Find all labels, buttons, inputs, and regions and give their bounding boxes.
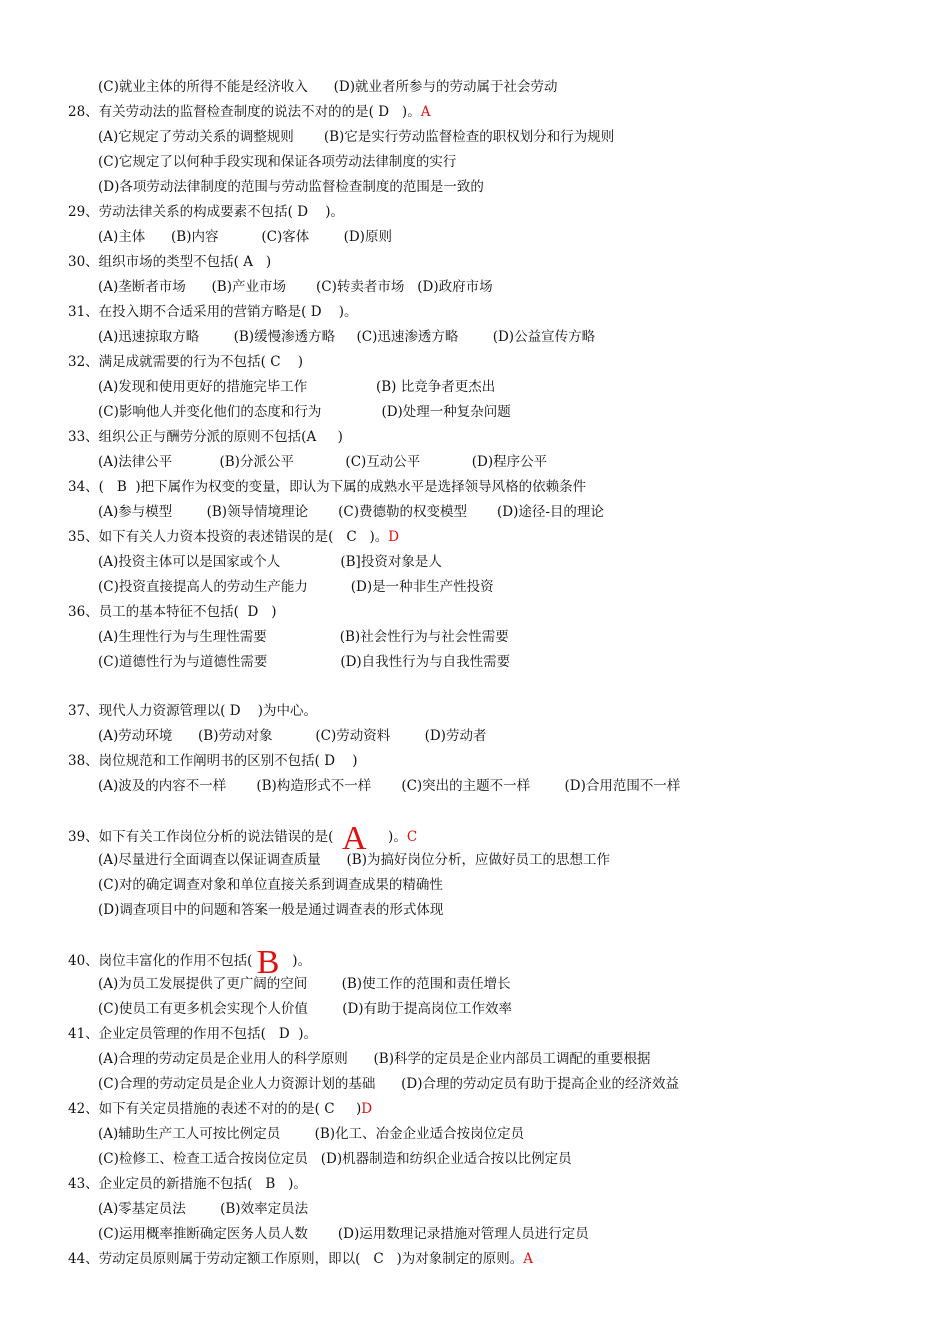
option-line <box>98 876 443 894</box>
text-segment: 39、如下有关工作岗位分析的说法错误的是( <box>68 829 343 845</box>
option-line <box>98 78 557 96</box>
text-segment: (A)投资主体可以是国家或个人 (B]投资对象是人 <box>98 554 442 570</box>
question-line <box>68 702 317 720</box>
text-segment: 29、劳动法律关系的构成要素不包括( D )。 <box>68 204 344 220</box>
text-segment: (A)参与模型 (B)领导情境理论 (C)费德勒的权变模型 (D)途径-目的理论 <box>98 504 604 520</box>
text-segment: (A)为员工发展提供了更广阔的空间 (B)使工作的范围和责任增长 <box>98 976 511 992</box>
text-segment: (A)它规定了劳动关系的调整规则 (B)它是实行劳动监督检查的职权划分和行为规则 <box>98 129 615 145</box>
text-segment: 33、组织公正与酬劳分派的原则不包括(A ) <box>68 429 343 445</box>
text-segment: (A)零基定员法 (B)效率定员法 <box>98 1201 309 1217</box>
option-line <box>98 1125 524 1143</box>
text-segment: (C)合理的劳动定员是企业人力资源计划的基础 (D)合理的劳动定员有助于提高企业的经济效益 <box>98 1076 679 1092</box>
option-line <box>98 178 484 196</box>
option-line <box>98 578 494 596</box>
option-line <box>98 128 614 146</box>
option-line <box>98 1075 679 1093</box>
text-segment: 42、如下有关定员措施的表述不对的的是( C ) <box>68 1101 362 1117</box>
text-segment: (C)使员工有更多机会实现个人价值 (D)有助于提高岗位工作效率 <box>98 1001 513 1017</box>
text-segment: )。 <box>279 953 312 969</box>
question-line <box>68 603 277 621</box>
question-line <box>68 1250 533 1268</box>
option-line <box>98 653 510 671</box>
option-line <box>98 153 456 171</box>
option-line <box>98 453 547 471</box>
answer-mark: D <box>361 1101 373 1117</box>
text-segment: (A)法律公平 (B)分派公平 (C)互动公平 (D)程序公平 <box>98 454 548 470</box>
text-segment: 37、现代人力资源管理以( D )为中心。 <box>68 703 317 719</box>
text-segment: (A)垄断者市场 (B)产业市场 (C)转卖者市场 (D)政府市场 <box>98 279 493 295</box>
text-segment: (C)对的确定调查对象和单位直接关系到调查成果的精确性 <box>98 877 443 893</box>
question-line <box>68 478 586 496</box>
answer-mark: D <box>388 529 400 545</box>
text-segment: (C)影响他人并变化他们的态度和行为 (D)处理一种复杂问题 <box>98 404 511 420</box>
text-segment: (A)辅助生产工人可按比例定员 (B)化工、冶金企业适合按岗位定员 <box>98 1126 525 1142</box>
question-line <box>68 253 271 271</box>
option-line <box>98 975 511 993</box>
question-line <box>68 1025 317 1043</box>
text-segment: (A)尽量进行全面调查以保证调查质量 (B)为搞好岗位分析，应做好员工的思想工作 <box>98 852 610 868</box>
question-line <box>68 1100 372 1118</box>
text-segment: 32、满足成就需要的行为不包括( C ) <box>68 354 303 370</box>
text-segment: 30、组织市场的类型不包括( A ) <box>68 254 272 270</box>
answer-mark: A <box>342 820 367 857</box>
option-line <box>98 1000 512 1018</box>
text-segment: 41、企业定员管理的作用不包括( D )。 <box>68 1026 317 1042</box>
answer-mark: A <box>523 1251 534 1267</box>
option-line <box>98 628 509 646</box>
text-segment: 38、岗位规范和工作阐明书的区别不包括( D ) <box>68 753 358 769</box>
text-segment: 43、企业定员的新措施不包括( B )。 <box>68 1176 307 1192</box>
option-line <box>98 1050 650 1068</box>
text-segment: (C)它规定了以何种手段实现和保证各项劳动法律制度的实行 <box>98 154 457 170</box>
text-segment: (C)道德性行为与道德性需要 (D)自我性行为与自我性需要 <box>98 654 511 670</box>
option-line <box>98 1200 308 1218</box>
option-line <box>98 328 595 346</box>
question-line <box>68 103 430 121</box>
text-segment: (C)检修工、检查工适合按岗位定员 (D)机器制造和纺织企业适合按以比例定员 <box>98 1151 572 1167</box>
text-segment: (D)各项劳动法律制度的范围与劳动监督检查制度的范围是一致的 <box>98 179 484 195</box>
text-segment: 36、员工的基本特征不包括( D ) <box>68 604 277 620</box>
question-line <box>68 1175 307 1193</box>
text-segment: (A)发现和使用更好的措施完毕工作 (B) 比竞争者更杰出 <box>98 379 496 395</box>
answer-mark: A <box>420 104 431 120</box>
text-segment: 44、劳动定员原则属于劳动定额工作原则，即以( C )为对象制定的原则。 <box>68 1251 524 1267</box>
text-segment: 34、( B )把下属作为权变的变量，即认为下属的成熟水平是选择领导风格的依赖条件 <box>68 479 587 495</box>
text-segment: )。 <box>366 829 407 845</box>
text-segment: (A)迅速掠取方略 (B)缓慢渗透方略 (C)迅速渗透方略 (D)公益宣传方略 <box>98 329 596 345</box>
option-line <box>98 901 443 919</box>
text-segment: (D)调查项目中的问题和答案一般是通过调查表的形式体现 <box>98 902 444 918</box>
text-segment: (C)就业主体的所得不能是经济收入 (D)就业者所参与的劳动属于社会劳动 <box>98 79 558 95</box>
text-segment: (A)合理的劳动定员是企业用人的科学原则 (B)科学的定员是企业内部员工调配的重要根据 <box>98 1051 651 1067</box>
text-segment: (A)劳动环境 (B)劳动对象 (C)劳动资料 (D)劳动者 <box>98 728 487 744</box>
text-segment: (A)生理性行为与生理性需要 (B)社会性行为与社会性需要 <box>98 629 509 645</box>
answer-mark: C <box>406 829 418 845</box>
option-line <box>98 727 486 745</box>
question-line <box>68 303 358 321</box>
text-segment: (C)运用概率推断确定医务人员人数 (D)运用数理记录措施对管理人员进行定员 <box>98 1226 589 1242</box>
option-line <box>98 378 495 396</box>
text-segment: 31、在投入期不合适采用的营销方略是( D )。 <box>68 304 358 320</box>
option-line <box>98 851 610 869</box>
option-line <box>98 228 392 246</box>
option-line <box>98 553 442 571</box>
question-line <box>68 528 399 546</box>
question-line <box>68 353 303 371</box>
text-segment: 28、有关劳动法的监督检查制度的说法不对的的是( D )。 <box>68 104 421 120</box>
text-segment: 40、岗位丰富化的作用不包括( <box>68 953 257 969</box>
option-line <box>98 1225 589 1243</box>
question-line <box>68 752 358 770</box>
text-segment: 35、如下有关人力资本投资的表述错误的是( C )。 <box>68 529 389 545</box>
option-line <box>98 278 493 296</box>
answer-mark: B <box>256 944 280 981</box>
text-segment: (A)波及的内容不一样 (B)构造形式不一样 (C)突出的主题不一样 (D)合用范围不一样 <box>98 778 681 794</box>
option-line <box>98 1150 572 1168</box>
text-segment: (C)投资直接提高人的劳动生产能力 (D)是一种非生产性投资 <box>98 579 494 595</box>
option-line <box>98 503 604 521</box>
question-line <box>68 428 343 446</box>
text-segment: (A)主体 (B)内容 (C)客体 (D)原则 <box>98 229 392 245</box>
question-line <box>68 203 344 221</box>
option-line <box>98 403 511 421</box>
option-line <box>98 777 680 795</box>
